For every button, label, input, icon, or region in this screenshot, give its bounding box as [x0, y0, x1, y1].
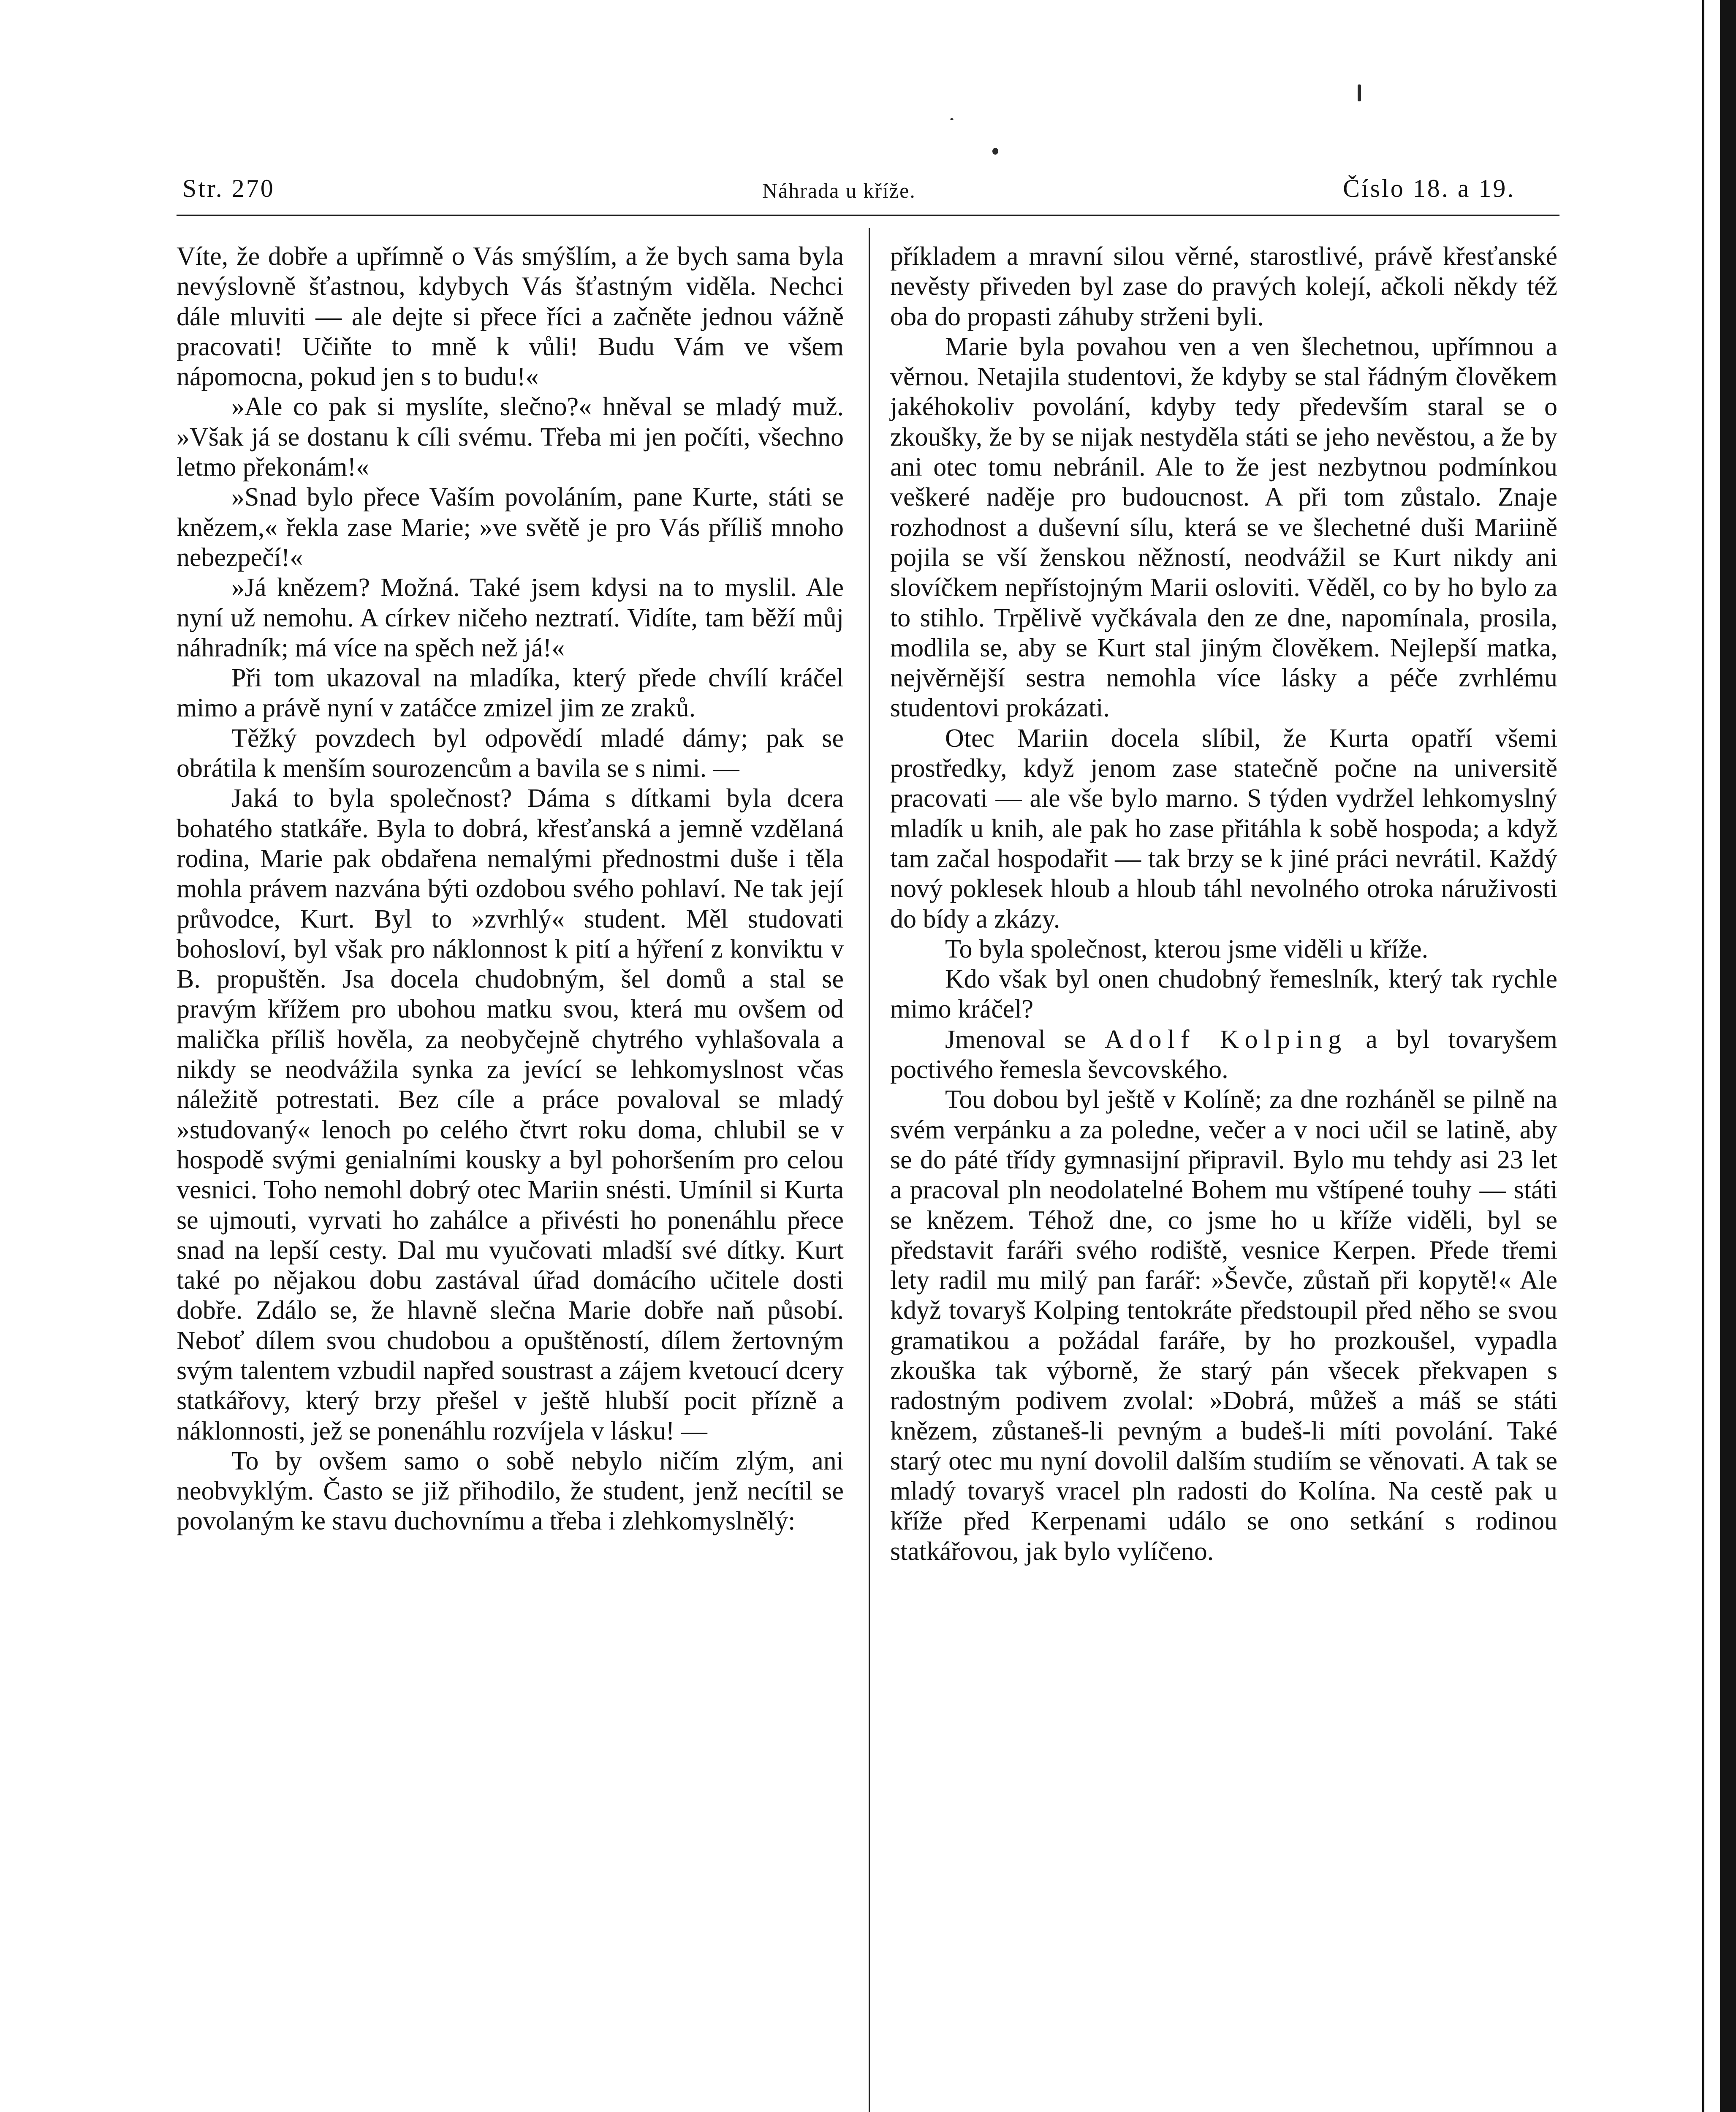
- paragraph: Při tom ukazoval na mladíka, který přede chvílí kráčel mimo a právě nyní v zatáčce zmizel jim ze zraků.: [177, 664, 844, 723]
- paragraph: »Ale co pak si myslíte, slečno?« hněval se mladý muž. »Však já se dostanu k cíli svému. Třeba mi jen počíti, všechno letmo překonám!«: [177, 392, 844, 482]
- scan-border-right: [1720, 0, 1736, 2112]
- paragraph: [890, 1025, 1557, 1085]
- paragraph: Otec Mariin docela slíbil, že Kurta opatří všemi prostředky, když jenom zase statečně počne na universitě pracovati — ale vše bylo marno. S týden vydržel lehkomyslný mladík u knih, ale pak ho zase přitáhla k sobě hospoda; a když tam začal hospodařit — tak brzy se k jiné práci nevrátil. Každý nový poklesek hloub a hloub táhl nevolného otroka náruživosti do bídy a zkázy.: [890, 724, 1557, 934]
- scan-speck: [1358, 84, 1361, 101]
- running-title: Náhrada u kříže.: [762, 179, 916, 202]
- paragraph: To byla společnost, kterou jsme viděli u kříže.: [945, 934, 1429, 963]
- column-divider: [869, 228, 870, 2112]
- paragraph: Těžký povzdech byl odpovědí mladé dámy; pak se obrátila k menším sourozencům a bavila se s nimi. —: [177, 724, 844, 783]
- right-column: [890, 242, 1557, 1567]
- paragraph: Tou dobou byl ještě v Kolíně; za dne rozháněl se pilně na svém verpánku a za poledne, večer a v noci učil se latině, aby se do páté třídy gymnasijní připravil. Bylo mu tehdy asi 23 let a pracoval pln neodolatelné Bohem mu vštípené touhy — státi se knězem. Téhož dne, co jsme ho u kříže viděli, byl se představit faráři svého rodiště, vesnice Kerpen. Přede třemi lety radil mu milý pan farář: »Ševče, zůstaň při kopytě!« Ale když tovaryš Kolping tentokráte předstoupil před něho se svou gramatikou a požádal faráře, by ho prozkoušel, vypadla zkouška tak výborně, že starý pán všecek překvapen s radostným podivem zvolal: »Dobrá, můžeš a máš se státi knězem, zůstaneš-li pevným a budeš-li míti povolání. Také starý otec mu nyní dovolil dalším studiím se věnovati. A tak se mladý tovaryš vracel pln radosti do Kolína. Na cestě pak u kříže před Kerpenami událo se ono setkání s rodinou statkářovou, jak bylo vylíčeno.: [890, 1085, 1557, 1566]
- left-column: [177, 242, 844, 1537]
- paragraph: Marie byla povahou ven a ven šlechetnou, upřímnou a věrnou. Netajila studentovi, že kdyby se stal řádným člověkem jakéhokoliv povolání, kdyby tedy především staral se o zkoušky, že by se nijak nestyděla státi se jeho nevěstou, a že by ani otec tomu nebránil. Ale to že jest nezbytnou podmínkou veškeré naděje pro budoucnost. A při tom zůstalo. Znaje rozhodnost a duševní sílu, která se ve šlechetné duši Mariině pojila se vší ženskou něžností, neodvážil se Kurt nikdy ani slovíčkem nepřístojným Marii osloviti. Věděl, co by ho bylo za to stihlo. Trpělivě vyčkávala den ze dne, napomínala, prosila, modlila se, aby se Kurt stal jiným člověkem. Nejlepší matka, nejvěrnější sestra nemohla více lásky a péče zvrhlému studentovi prokázati.: [890, 332, 1557, 723]
- paragraph: »Já knězem? Možná. Také jsem kdysi na to myslil. Ale nyní už nemohu. A církev ničeho neztratí. Vidíte, tam běží můj náhradník; má více na spěch než já!«: [177, 573, 844, 662]
- paragraph-text: Jmenoval se: [945, 1025, 1105, 1054]
- paragraph: Kdo však byl onen chudobný řemeslník, který tak rychle mimo kráčel?: [890, 965, 1557, 1024]
- scan-edge-line: [1702, 0, 1704, 2112]
- scan-speck: [950, 118, 954, 120]
- scan-speck: [992, 148, 998, 155]
- paragraph: To by ovšem samo o sobě nebylo ničím zlým, ani neobvyklým. Často se již přihodilo, že student, jenž necítil se povolaným ke stavu duchovnímu a třeba i zlehkomyslnělý:: [177, 1446, 844, 1536]
- paragraph: Víte, že dobře a upřímně o Vás smýšlím, a že bych sama byla nevýslovně šťastnou, kdybych Vás šťastným viděla. Nechci dále mluviti — ale dejte si přece říci a začněte jednou vážně pracovati! Učiňte to mně k vůli! Budu Vám ve všem nápomocna, pokud jen s to budu!«: [177, 242, 844, 392]
- paragraph: Jaká to byla společnost? Dáma s dítkami byla dcera bohatého statkáře. Byla to dobrá, křesťanská a jemně vzdělaná rodina, Marie pak obdařena nemalými přednostmi duše i těla mohla právem nazvána býti ozdobou svého pohlaví. Ne tak její průvodce, Kurt. Byl to »zvrhlý« student. Měl studovati bohosloví, byl však pro náklonnost k pití a hýření z konviktu v B. propuštěn. Jsa docela chudobným, šel domů a stal se pravým křížem pro ubohou matku svou, která mu ovšem od malička příliš hověla, za neobyčejně chytrého vyhlašovala a nikdy se neodvážila synka za jevící se lehkomyslnost včas náležitě potrestati. Bez cíle a práce povaloval se mladý »studovaný« lenoch po celého čtvrt roku doma, chlubil se v hospodě svými genialními kousky a byl pohoršením pro celou vesnici. Toho nemohl dobrý otec Mariin snésti. Umínil si Kurta se ujmouti, vyrvati ho zahálce a přivésti ho ponenáhlu přece snad na lepší cesty. Dal mu vyučovati mladší své dítky. Kurt také po nějakou dobu zastával úřad domácího učitele dosti dobře. Zdálo se, že hlavně slečna Marie dobře naň působí. Neboť dílem svou chudobou a opuštěností, dílem žertovným svým talentem vzbudil napřed soustrast a zájem kvetoucí dcery statkářovy, který brzy přešel v ještě hlubší pocit přízně a náklonnosti, jež se ponenáhlu rozvíjela v lásku! —: [177, 784, 844, 1445]
- paragraph: »Snad bylo přece Vaším povoláním, pane Kurte, státi se knězem,« řekla zase Marie; »ve světě je pro Vás příliš mnoho nebezpečí!«: [177, 483, 844, 572]
- page-number: Str. 270: [182, 174, 275, 202]
- paragraph: příkladem a mravní silou věrné, starostlivé, právě křesťanské nevěsty přiveden byl zase do pravých kolejí, ačkoli někdy též oba do propasti záhuby strženi byli.: [890, 242, 1557, 331]
- issue-number: Číslo 18. a 19.: [1343, 174, 1516, 202]
- paragraph-text: a byl tovaryšem poctivého řemesla ševcovského.: [890, 1025, 1558, 1084]
- person-name: Adolf Kolping: [1104, 1025, 1348, 1054]
- header-rule: [177, 215, 1559, 216]
